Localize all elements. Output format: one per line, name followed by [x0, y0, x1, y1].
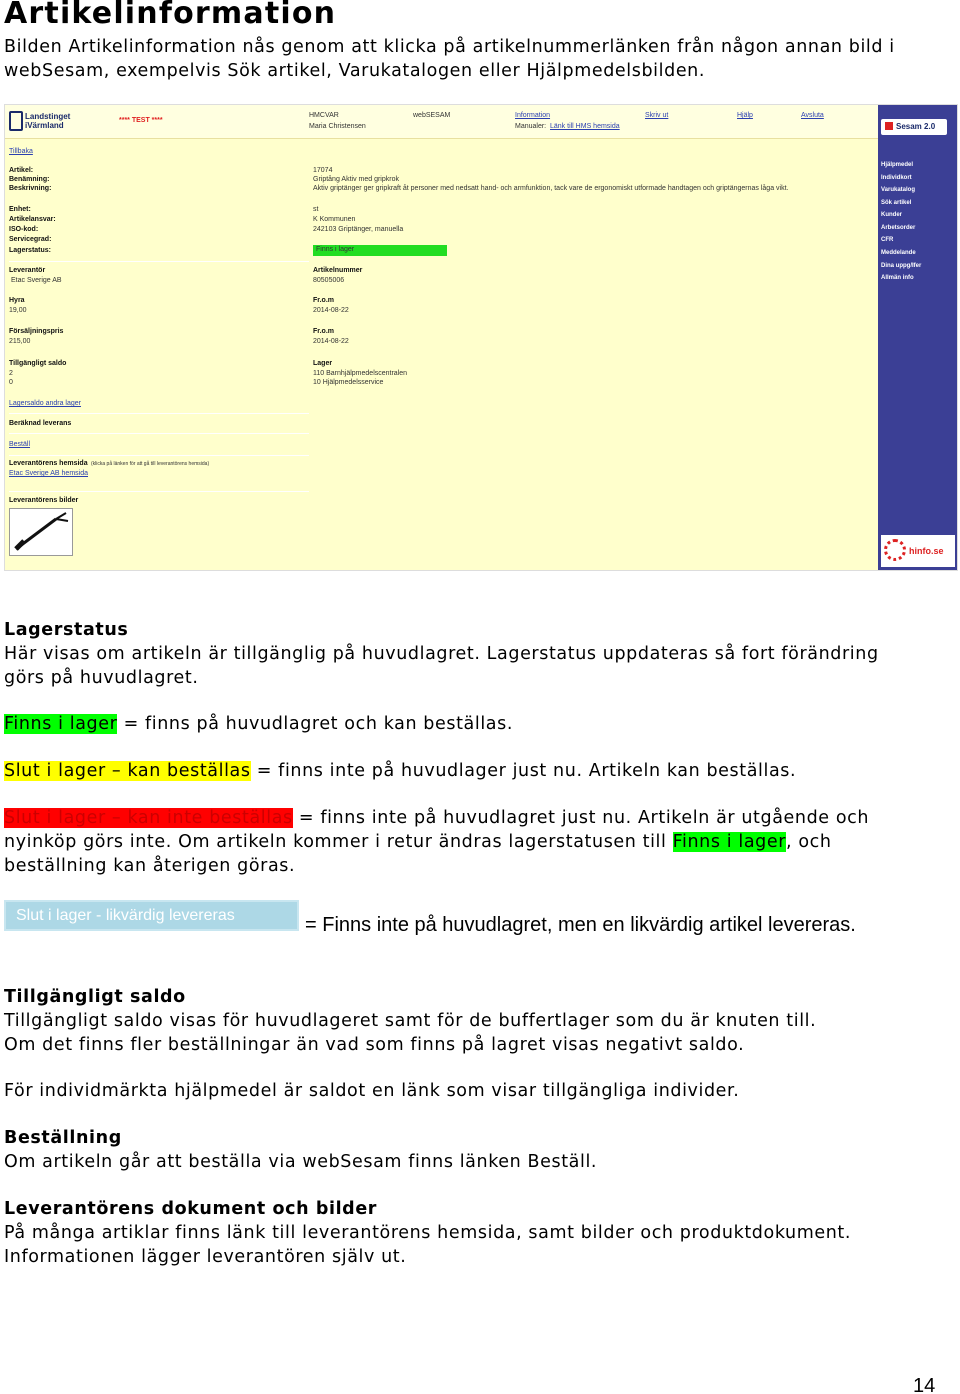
- lager-label: Lagerstatus:: [9, 247, 52, 254]
- saldo-label: Tillgängligt saldo: [9, 360, 67, 367]
- slutinte-line2-b: , och: [786, 832, 832, 852]
- nav-manual-link[interactable]: Länk till HMS hemsida: [550, 123, 620, 130]
- side-menu-item-hjalpmedel[interactable]: Hjälpmedel: [881, 162, 914, 168]
- slut-tag: Slut i lager – kan beställas: [4, 761, 251, 781]
- hemsida-link[interactable]: Etac Sverige AB hemsida: [9, 470, 88, 477]
- likvardig-status-box: [4, 900, 299, 931]
- hyra-from-label: Fr.o.m: [313, 297, 335, 304]
- slut-text: = finns inte på huvudlager just nu. Artikeln kan beställas.: [250, 761, 797, 781]
- ansvar-label: Artikelansvar:: [9, 216, 56, 223]
- hinfo-flower-icon: [884, 539, 906, 561]
- enhet-value: st: [313, 206, 319, 213]
- lagerstatus-text-2: görs på huvudlagret.: [4, 668, 199, 688]
- iso-label: ISO-kod:: [9, 226, 39, 233]
- lagersaldo-link[interactable]: Lagersaldo andra lager: [9, 400, 81, 407]
- slutinte-line2-a: nyinköp görs inte. Om artikeln kommer i retur ändras lagerstatusen till: [4, 832, 673, 852]
- user-name: Maria Christensen: [309, 123, 366, 130]
- side-menu-item-arbetsorder[interactable]: Arbetsorder: [881, 225, 916, 231]
- intro-line-1: Bilden Artikelinformation nås genom att klicka på artikelnummerlänken från någon annan bild i: [4, 37, 895, 57]
- artnr-value: 80505006: [313, 277, 345, 284]
- leverantor-value: Etac Sverige AB: [11, 277, 62, 284]
- side-menu-item-varukatalog[interactable]: Varukatalog: [881, 187, 916, 193]
- slutinte-tag: Slut i lager – kan inte beställas: [4, 808, 293, 828]
- dokument-text-1: På många artiklar finns länk till leverantörens hemsida, samt bilder och produktdokument.: [4, 1223, 852, 1243]
- test-label: **** TEST ****: [119, 117, 163, 124]
- side-menu-item-dina-uppg[interactable]: Dina uppg/Ifer: [881, 263, 922, 269]
- hyra-label: Hyra: [9, 297, 25, 304]
- slut-line: [4, 760, 796, 784]
- lager-value-2: 10 Hjälpmedelsservice: [313, 379, 384, 386]
- side-menu-item-meddelande[interactable]: Meddelande: [881, 250, 916, 256]
- nav-information[interactable]: Information: [515, 112, 551, 119]
- logo-line-2: iVärmland: [25, 121, 64, 130]
- back-link[interactable]: Tillbaka: [9, 148, 33, 155]
- side-menu-item-sok-artikel[interactable]: Sök artikel: [881, 200, 912, 206]
- divider: [9, 261, 309, 262]
- leverans-label: Beräknad leverans: [9, 420, 72, 427]
- finns-line: [4, 713, 513, 737]
- saldo-heading: Tillgängligt saldo: [4, 987, 186, 1007]
- ansvar-value: K Kommunen: [313, 216, 356, 223]
- hyra-value: 19,00: [9, 307, 27, 314]
- enhet-label: Enhet:: [9, 206, 31, 213]
- bestall-link[interactable]: Beställ: [9, 441, 31, 448]
- sesam-brand: [881, 119, 947, 135]
- slutinte-line-3: beställning kan återigen göras.: [4, 856, 296, 876]
- nav-skriv-ut[interactable]: Skriv ut: [645, 112, 669, 119]
- nav-hjalp[interactable]: Hjälp: [737, 112, 753, 119]
- lager-value-1: 110 Barnhjälpmedelscentralen: [313, 370, 408, 377]
- saldo-value-1: 2: [9, 370, 13, 377]
- artikel-value: 17074: [313, 167, 333, 174]
- divider: [9, 413, 309, 414]
- bilder-label: Leverantörens bilder: [9, 497, 79, 504]
- divider: [9, 491, 309, 492]
- dokument-text-2: Informationen lägger leverantören själv ut.: [4, 1247, 407, 1267]
- hinfo-logo: [881, 535, 955, 567]
- brand-label: Sesam 2.0: [896, 122, 936, 131]
- service-label: Servicegrad:: [9, 236, 52, 243]
- likvardig-text: = Finns inte på huvudlagret, men en likvärdig artikel levereras.: [305, 914, 856, 936]
- fpris-value: 215,00: [9, 338, 31, 345]
- iso-value: 242103 Griptänger, manuella: [313, 226, 404, 233]
- artikel-label: Artikel:: [9, 167, 34, 174]
- hyra-from-value: 2014-08-22: [313, 307, 349, 314]
- slutinte-line-2: [4, 831, 832, 855]
- side-menu-item-cfr[interactable]: CFR: [881, 237, 894, 243]
- lagerstatus-heading: Lagerstatus: [4, 620, 129, 640]
- griptang-icon: [10, 509, 72, 555]
- landstinget-logo-icon: [9, 111, 23, 131]
- page-number: 14: [913, 1375, 936, 1394]
- bestallning-text: Om artikeln går att beställa via webSesam finns länken Beställ.: [4, 1152, 598, 1172]
- hemsida-label: Leverantörens hemsida: [9, 460, 88, 467]
- nav-manualer: Manualer:: [515, 123, 547, 130]
- finns-tag: Finns i lager: [4, 714, 118, 734]
- fpris-from-label: Fr.o.m: [313, 328, 335, 335]
- beskrivning-value: Aktiv griptänger ger gripkraft åt personer med nedsatt hand- och armfunktion, tack vare de ergonomiskt utformade handtagen och griptängernas låga vikt.: [313, 185, 789, 192]
- slutinte-text: = finns inte på huvudlagret just nu. Artikeln är utgående och: [292, 808, 870, 828]
- beskrivning-label: Beskrivning:: [9, 185, 52, 192]
- side-menu-item-kunder[interactable]: Kunder: [881, 212, 902, 218]
- likvardig-box-label: Slut i lager - likvärdig levereras: [16, 907, 235, 924]
- websesam-screenshot: [4, 104, 958, 571]
- finns-tag-inline: Finns i lager: [672, 832, 787, 852]
- intro-line-2: webSesam, exempelvis Sök artikel, Varukatalogen eller Hjälpmedelsbilden.: [4, 61, 706, 81]
- hinfo-label: hinfo.se: [909, 546, 944, 556]
- page-title: Artikelinformation: [4, 0, 337, 31]
- product-thumbnail[interactable]: [9, 508, 73, 556]
- saldo-text-3: För individmärkta hjälpmedel är saldot en länk som visar tillgängliga individer.: [4, 1081, 740, 1101]
- user-code: HMCVAR: [309, 112, 339, 119]
- saldo-text-2: Om det finns fler beställningar än vad som finns på lagret visas negativt saldo.: [4, 1035, 745, 1055]
- divider: [9, 455, 309, 456]
- leverantor-label: Leverantör: [9, 267, 46, 274]
- logo-line-1: Landstinget: [25, 112, 71, 121]
- hemsida-hint: (klicka på länken för att gå till leverantörens hemsida): [91, 461, 210, 467]
- fpris-from-value: 2014-08-22: [313, 338, 349, 345]
- saldo-value-2: 0: [9, 379, 13, 386]
- app-name: webSESAM: [413, 112, 451, 119]
- artnr-label: Artikelnummer: [313, 267, 363, 274]
- finns-text: = finns på huvudlagret och kan beställas.: [117, 714, 514, 734]
- bestallning-heading: Beställning: [4, 1128, 122, 1148]
- sesam-logo-icon: [885, 122, 893, 130]
- benamning-value: Griptång Aktiv med gripkrok: [313, 176, 399, 183]
- slutinte-line: [4, 807, 869, 831]
- lager-status-value: Finns i lager: [313, 245, 447, 256]
- benamning-label: Benämning:: [9, 176, 50, 183]
- divider: [9, 433, 309, 434]
- fpris-label: Försäljningspris: [9, 328, 64, 335]
- nav-avsluta[interactable]: Avsluta: [801, 112, 824, 119]
- side-menu-item-individkort[interactable]: Individkort: [881, 175, 912, 181]
- saldo-text-1: Tillgängligt saldo visas för huvudlageret samt för de buffertlager som du är knuten till.: [4, 1011, 817, 1031]
- dokument-heading: Leverantörens dokument och bilder: [4, 1199, 378, 1219]
- side-menu-item-allman-info[interactable]: Allmän info: [881, 275, 914, 281]
- lager-col-label: Lager: [313, 360, 333, 367]
- lagerstatus-text-1: Här visas om artikeln är tillgänglig på huvudlagret. Lagerstatus uppdateras så fort förändring: [4, 644, 879, 664]
